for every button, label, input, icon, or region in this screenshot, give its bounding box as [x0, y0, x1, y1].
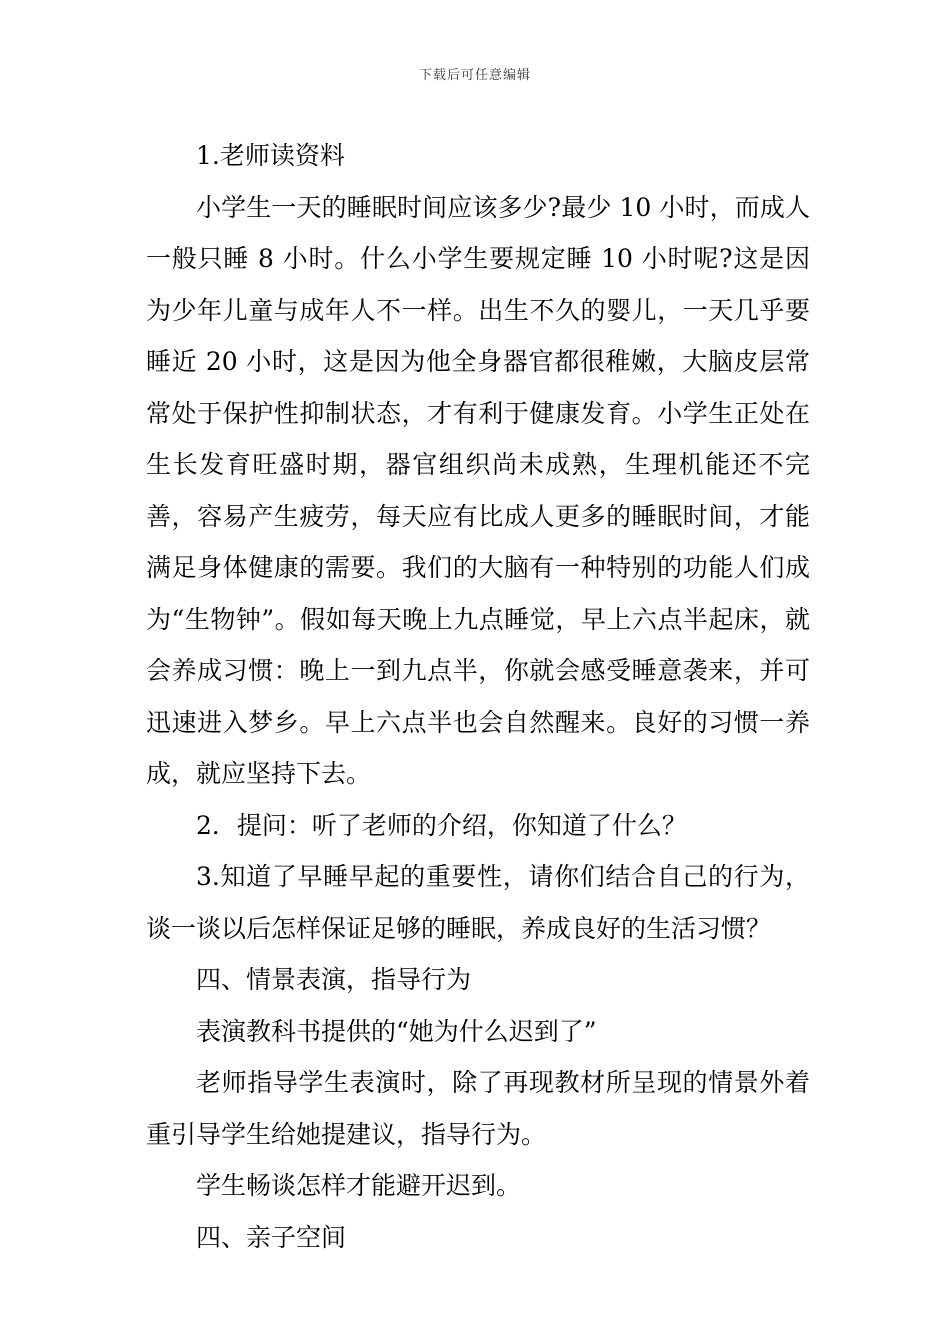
paragraph-sleep-info: 小学生一天的睡眠时间应该多少?最少 10 小时，而成人一般只睡 8 小时。什么小学生要规定睡 10 小时呢?这是因为少年儿童与成年人不一样。出生不久的婴儿，一天几乎要睡近 20 小时，这是因为他全身器官都很稚嫩，大脑皮层常常处于保护性抑制状态，才有利于健康发育。小学生正处在生长发育旺盛时期，器官组织尚未成熟，生理机能还不完善，容易产生疲劳，每天应有比成人更多的睡眠时间，才能满足身体健康的需要。我们的大脑有一种特别的功能人们成为“生物钟”。假如每天晚上九点睡觉，早上六点半起床，就会养成习惯：晚上一到九点半，你就会感受睡意袭来，并可迅速进入梦乡。早上六点半也会自然醒来。良好的习惯一养成，就应坚持下去。 [146, 192, 810, 788]
paragraph-discussion: 3.知道了早睡早起的重要性，请你们结合自己的行为，谈一谈以后怎样保证足够的睡眠，养成良好的生活习惯？ [146, 862, 810, 943]
paragraph-question: 2．提问：听了老师的介绍，你知道了什么？ [196, 810, 687, 840]
document-body [146, 130, 810, 1263]
header-note: 下载后可任意编辑 [418, 68, 531, 83]
heading-teacher-reads: 1.老师读资料 [196, 141, 345, 170]
paragraph-guidance: 老师指导学生表演时，除了再现教材所呈现的情景外着重引导学生给她提建议，指导行为。 [146, 1068, 810, 1149]
section-heading-parent-child: 四、亲子空间 [196, 1222, 347, 1252]
paragraph-student-talk: 学生畅谈怎样才能避开迟到。 [196, 1171, 522, 1200]
section-heading-role-play: 四、情景表演，指导行为 [196, 965, 472, 994]
paragraph-performance: 表演教科书提供的“她为什么迟到了” [196, 1016, 597, 1046]
